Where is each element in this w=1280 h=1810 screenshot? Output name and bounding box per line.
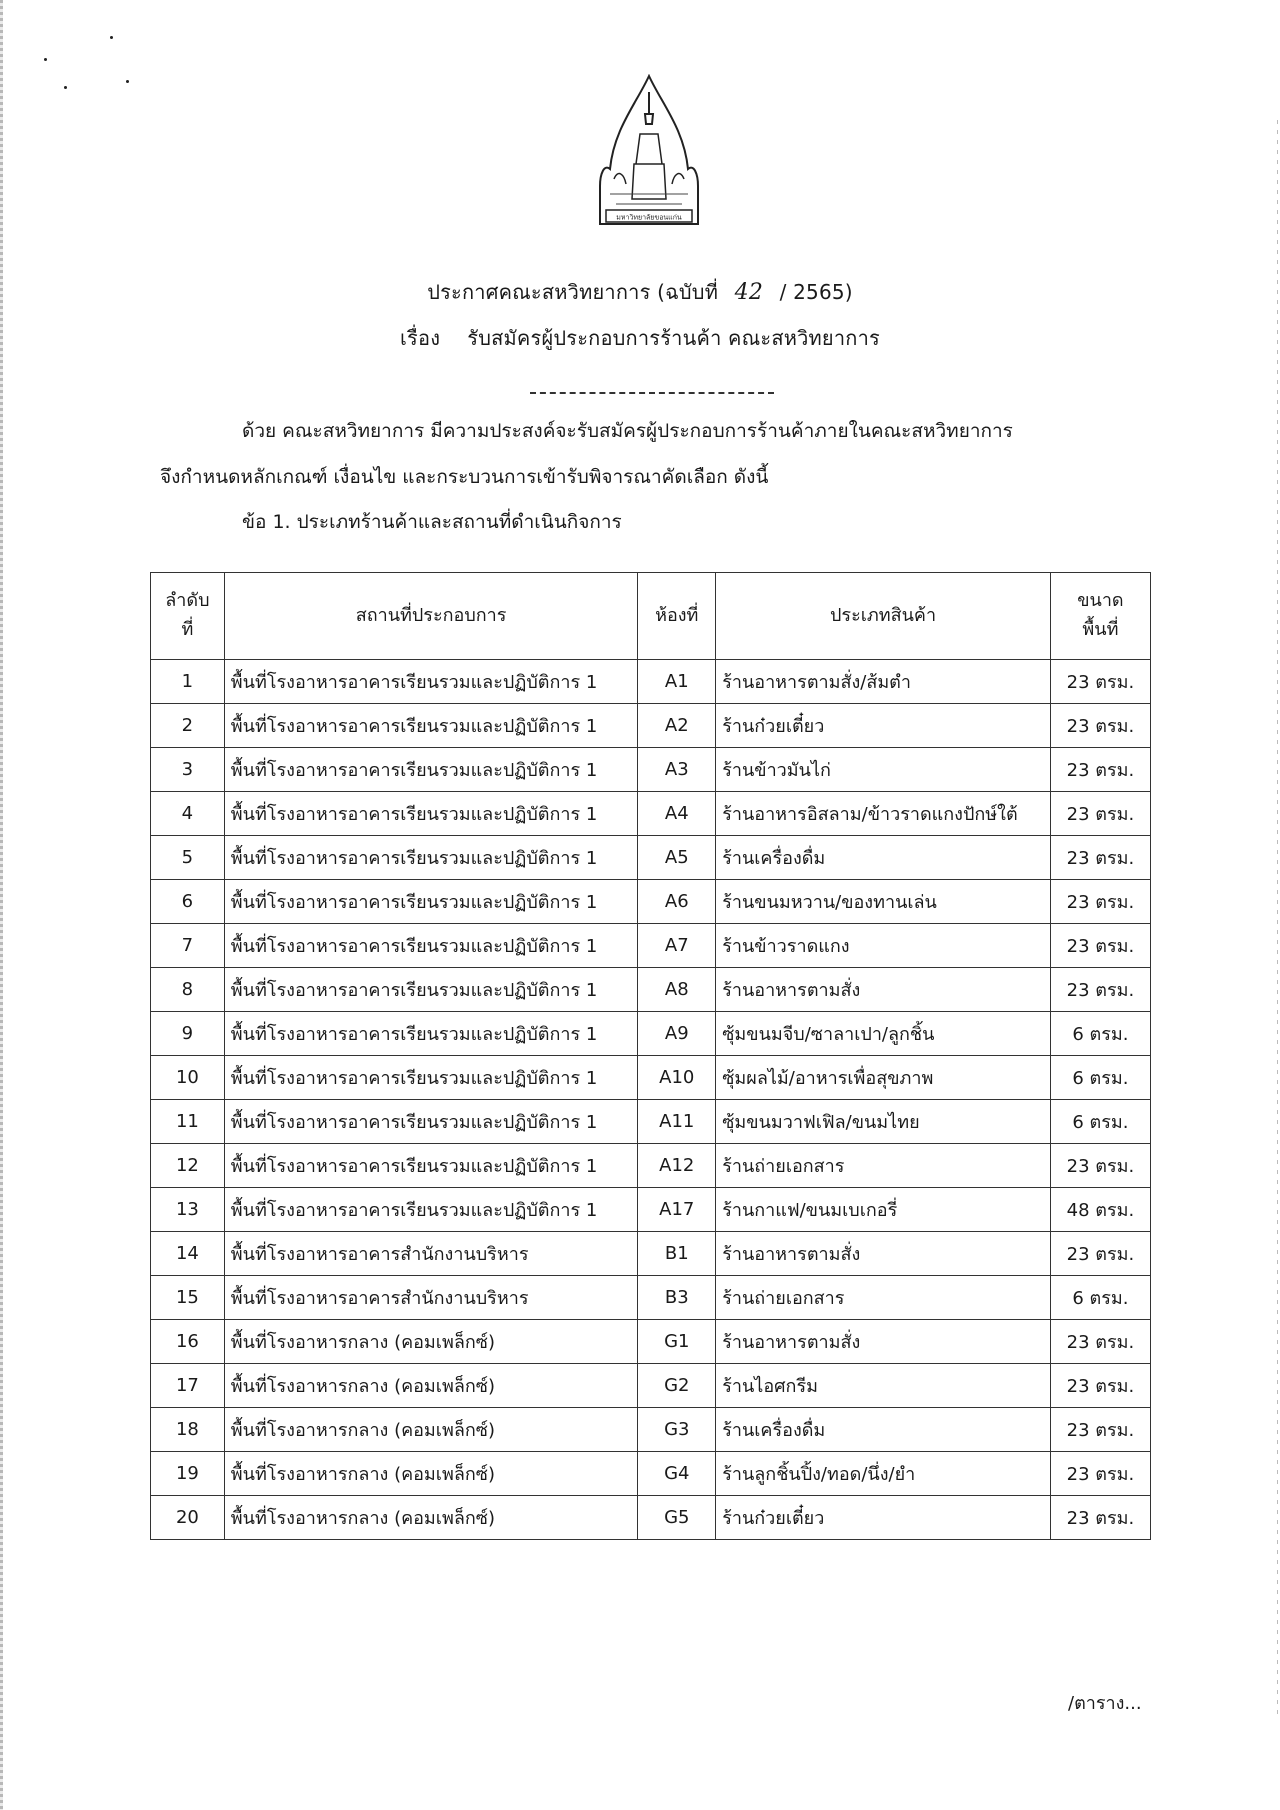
announcement-title-suffix: / 2565)	[779, 280, 853, 304]
logo-caption: มหาวิทยาลัยขอนแก่น	[616, 213, 682, 222]
row-area-size: 23 ตรม.	[1050, 1232, 1150, 1276]
row-room: G3	[638, 1408, 716, 1452]
row-place: พื้นที่โรงอาหารอาคารเรียนรวมและปฏิบัติการ 1	[224, 924, 638, 968]
row-room: G1	[638, 1320, 716, 1364]
row-place: พื้นที่โรงอาหารอาคารเรียนรวมและปฏิบัติการ 1	[224, 968, 638, 1012]
row-place: พื้นที่โรงอาหารอาคารเรียนรวมและปฏิบัติการ 1	[224, 1012, 638, 1056]
row-place: พื้นที่โรงอาหารอาคารเรียนรวมและปฏิบัติการ 1	[224, 880, 638, 924]
shop-locations-table	[150, 572, 1151, 1540]
row-number: 1	[151, 660, 225, 704]
scan-speck	[126, 80, 129, 83]
table-row	[151, 1012, 1151, 1056]
table-row	[151, 1364, 1151, 1408]
row-product-type: ร้านถ่ายเอกสาร	[716, 1144, 1051, 1188]
row-place: พื้นที่โรงอาหารกลาง (คอมเพล็กซ์)	[224, 1408, 638, 1452]
table-row	[151, 748, 1151, 792]
row-product-type: ร้านลูกชิ้นปิ้ง/ทอด/นึ่ง/ยำ	[716, 1452, 1051, 1496]
row-number: 19	[151, 1452, 225, 1496]
row-area-size: 23 ตรม.	[1050, 1452, 1150, 1496]
row-number: 5	[151, 836, 225, 880]
row-area-size: 23 ตรม.	[1050, 792, 1150, 836]
row-number: 16	[151, 1320, 225, 1364]
subject-text: รับสมัครผู้ประกอบการร้านค้า คณะสหวิทยาการ	[467, 326, 880, 350]
row-number: 15	[151, 1276, 225, 1320]
header-room: ห้องที่	[638, 573, 716, 660]
subject-label: เรื่อง	[400, 326, 441, 350]
row-room: A5	[638, 836, 716, 880]
row-area-size: 23 ตรม.	[1050, 1320, 1150, 1364]
separator-dashed-line	[530, 392, 774, 394]
table-row	[151, 1232, 1151, 1276]
row-product-type: ร้านเครื่องดื่ม	[716, 836, 1051, 880]
row-product-type: ร้านไอศกรีม	[716, 1364, 1051, 1408]
header-no-line1: ลำดับ	[165, 590, 210, 612]
row-place: พื้นที่โรงอาหารอาคารเรียนรวมและปฏิบัติการ 1	[224, 1144, 638, 1188]
university-crest-logo	[596, 74, 702, 236]
scan-speck	[110, 36, 113, 39]
row-number: 2	[151, 704, 225, 748]
table-row	[151, 1100, 1151, 1144]
row-room: A8	[638, 968, 716, 1012]
announcement-title	[0, 276, 1280, 308]
scan-speck	[44, 58, 47, 61]
table-row	[151, 836, 1151, 880]
scan-speck	[64, 86, 67, 89]
row-number: 10	[151, 1056, 225, 1100]
header-no	[151, 573, 225, 660]
row-room: G2	[638, 1364, 716, 1408]
row-number: 7	[151, 924, 225, 968]
header-size	[1050, 573, 1150, 660]
row-place: พื้นที่โรงอาหารอาคารเรียนรวมและปฏิบัติการ 1	[224, 1188, 638, 1232]
table-row	[151, 1408, 1151, 1452]
row-room: A10	[638, 1056, 716, 1100]
row-product-type: ร้านก๋วยเตี๋ยว	[716, 1496, 1051, 1540]
row-place: พื้นที่โรงอาหารกลาง (คอมเพล็กซ์)	[224, 1496, 638, 1540]
row-room: A12	[638, 1144, 716, 1188]
row-product-type: ร้านอาหารตามสั่ง/ส้มตำ	[716, 660, 1051, 704]
header-size-line2: พื้นที่	[1082, 619, 1119, 640]
row-number: 6	[151, 880, 225, 924]
header-place: สถานที่ประกอบการ	[224, 573, 638, 660]
intro-line-2: จึงกำหนดหลักเกณฑ์ เงื่อนไข และกระบวนการเข้ารับพิจารณาคัดเลือก ดังนี้	[160, 466, 769, 488]
header-size-line1: ขนาด	[1077, 590, 1124, 612]
row-place: พื้นที่โรงอาหารอาคารเรียนรวมและปฏิบัติการ 1	[224, 1056, 638, 1100]
row-place: พื้นที่โรงอาหารอาคารเรียนรวมและปฏิบัติการ 1	[224, 704, 638, 748]
row-area-size: 23 ตรม.	[1050, 1496, 1150, 1540]
row-room: A17	[638, 1188, 716, 1232]
issue-number: 42	[734, 280, 764, 305]
row-room: G5	[638, 1496, 716, 1540]
row-place: พื้นที่โรงอาหารอาคารเรียนรวมและปฏิบัติการ 1	[224, 1100, 638, 1144]
row-area-size: 23 ตรม.	[1050, 1364, 1150, 1408]
row-area-size: 23 ตรม.	[1050, 748, 1150, 792]
row-room: A2	[638, 704, 716, 748]
table-row	[151, 792, 1151, 836]
scan-edge-right	[1277, 120, 1278, 1720]
row-number: 20	[151, 1496, 225, 1540]
row-room: A11	[638, 1100, 716, 1144]
header-type: ประเภทสินค้า	[716, 573, 1051, 660]
row-product-type: ร้านเครื่องดื่ม	[716, 1408, 1051, 1452]
row-product-type: ร้านอาหารตามสั่ง	[716, 968, 1051, 1012]
row-product-type: ร้านถ่ายเอกสาร	[716, 1276, 1051, 1320]
table-row	[151, 924, 1151, 968]
row-product-type: ซุ้มขนมจีบ/ซาลาเปา/ลูกชิ้น	[716, 1012, 1051, 1056]
header-no-line2: ที่	[181, 619, 194, 640]
row-room: B3	[638, 1276, 716, 1320]
table-row	[151, 968, 1151, 1012]
row-number: 4	[151, 792, 225, 836]
table-row	[151, 1452, 1151, 1496]
row-number: 18	[151, 1408, 225, 1452]
row-product-type: ร้านอาหารตามสั่ง	[716, 1232, 1051, 1276]
row-area-size: 23 ตรม.	[1050, 836, 1150, 880]
table-row	[151, 1496, 1151, 1540]
row-number: 3	[151, 748, 225, 792]
row-place: พื้นที่โรงอาหารกลาง (คอมเพล็กซ์)	[224, 1320, 638, 1364]
row-room: A6	[638, 880, 716, 924]
table-header-row	[151, 573, 1151, 660]
announcement-title-prefix: ประกาศคณะสหวิทยาการ (ฉบับที่	[427, 280, 719, 304]
row-place: พื้นที่โรงอาหารอาคารเรียนรวมและปฏิบัติการ 1	[224, 792, 638, 836]
row-product-type: ซุ้มผลไม้/อาหารเพื่อสุขภาพ	[716, 1056, 1051, 1100]
announcement-subject	[0, 322, 1280, 354]
row-number: 9	[151, 1012, 225, 1056]
row-number: 14	[151, 1232, 225, 1276]
row-number: 12	[151, 1144, 225, 1188]
row-room: G4	[638, 1452, 716, 1496]
row-room: A3	[638, 748, 716, 792]
row-product-type: ร้านข้าวมันไก่	[716, 748, 1051, 792]
continued-footer: /ตาราง...	[1068, 1693, 1142, 1714]
row-product-type: ร้านอาหารตามสั่ง	[716, 1320, 1051, 1364]
row-room: A4	[638, 792, 716, 836]
row-product-type: ร้านข้าวราดแกง	[716, 924, 1051, 968]
row-number: 8	[151, 968, 225, 1012]
table-row	[151, 1056, 1151, 1100]
row-place: พื้นที่โรงอาหารอาคารเรียนรวมและปฏิบัติการ 1	[224, 748, 638, 792]
row-product-type: ซุ้มขนมวาฟเฟิล/ขนมไทย	[716, 1100, 1051, 1144]
row-room: A7	[638, 924, 716, 968]
row-place: พื้นที่โรงอาหารกลาง (คอมเพล็กซ์)	[224, 1452, 638, 1496]
row-number: 11	[151, 1100, 225, 1144]
row-product-type: ร้านอาหารอิสลาม/ข้าวราดแกงปักษ์ใต้	[716, 792, 1051, 836]
row-area-size: 23 ตรม.	[1050, 704, 1150, 748]
row-area-size: 23 ตรม.	[1050, 660, 1150, 704]
row-place: พื้นที่โรงอาหารกลาง (คอมเพล็กซ์)	[224, 1364, 638, 1408]
table-row	[151, 1188, 1151, 1232]
row-room: B1	[638, 1232, 716, 1276]
table-row	[151, 704, 1151, 748]
row-product-type: ร้านก๋วยเตี๋ยว	[716, 704, 1051, 748]
row-area-size: 48 ตรม.	[1050, 1188, 1150, 1232]
row-place: พื้นที่โรงอาหารอาคารเรียนรวมและปฏิบัติการ 1	[224, 836, 638, 880]
row-area-size: 6 ตรม.	[1050, 1056, 1150, 1100]
row-area-size: 23 ตรม.	[1050, 1144, 1150, 1188]
table-row	[151, 660, 1151, 704]
row-area-size: 23 ตรม.	[1050, 1408, 1150, 1452]
row-product-type: ร้านขนมหวาน/ของทานเล่น	[716, 880, 1051, 924]
row-area-size: 23 ตรม.	[1050, 880, 1150, 924]
row-area-size: 6 ตรม.	[1050, 1012, 1150, 1056]
row-room: A1	[638, 660, 716, 704]
table-row	[151, 880, 1151, 924]
row-area-size: 6 ตรม.	[1050, 1100, 1150, 1144]
table-row	[151, 1144, 1151, 1188]
clause-1-heading: ข้อ 1. ประเภทร้านค้าและสถานที่ดำเนินกิจการ	[242, 511, 622, 533]
row-number: 13	[151, 1188, 225, 1232]
row-area-size: 23 ตรม.	[1050, 968, 1150, 1012]
row-area-size: 23 ตรม.	[1050, 924, 1150, 968]
row-room: A9	[638, 1012, 716, 1056]
row-number: 17	[151, 1364, 225, 1408]
row-area-size: 6 ตรม.	[1050, 1276, 1150, 1320]
scan-edge-left	[0, 0, 3, 1810]
intro-line-1: ด้วย คณะสหวิทยาการ มีความประสงค์จะรับสมัครผู้ประกอบการร้านค้าภายในคณะสหวิทยาการ	[242, 420, 1013, 442]
row-product-type: ร้านกาแฟ/ขนมเบเกอรี่	[716, 1188, 1051, 1232]
row-place: พื้นที่โรงอาหารอาคารสำนักงานบริหาร	[224, 1276, 638, 1320]
table-row	[151, 1276, 1151, 1320]
row-place: พื้นที่โรงอาหารอาคารสำนักงานบริหาร	[224, 1232, 638, 1276]
table-row	[151, 1320, 1151, 1364]
row-place: พื้นที่โรงอาหารอาคารเรียนรวมและปฏิบัติการ 1	[224, 660, 638, 704]
